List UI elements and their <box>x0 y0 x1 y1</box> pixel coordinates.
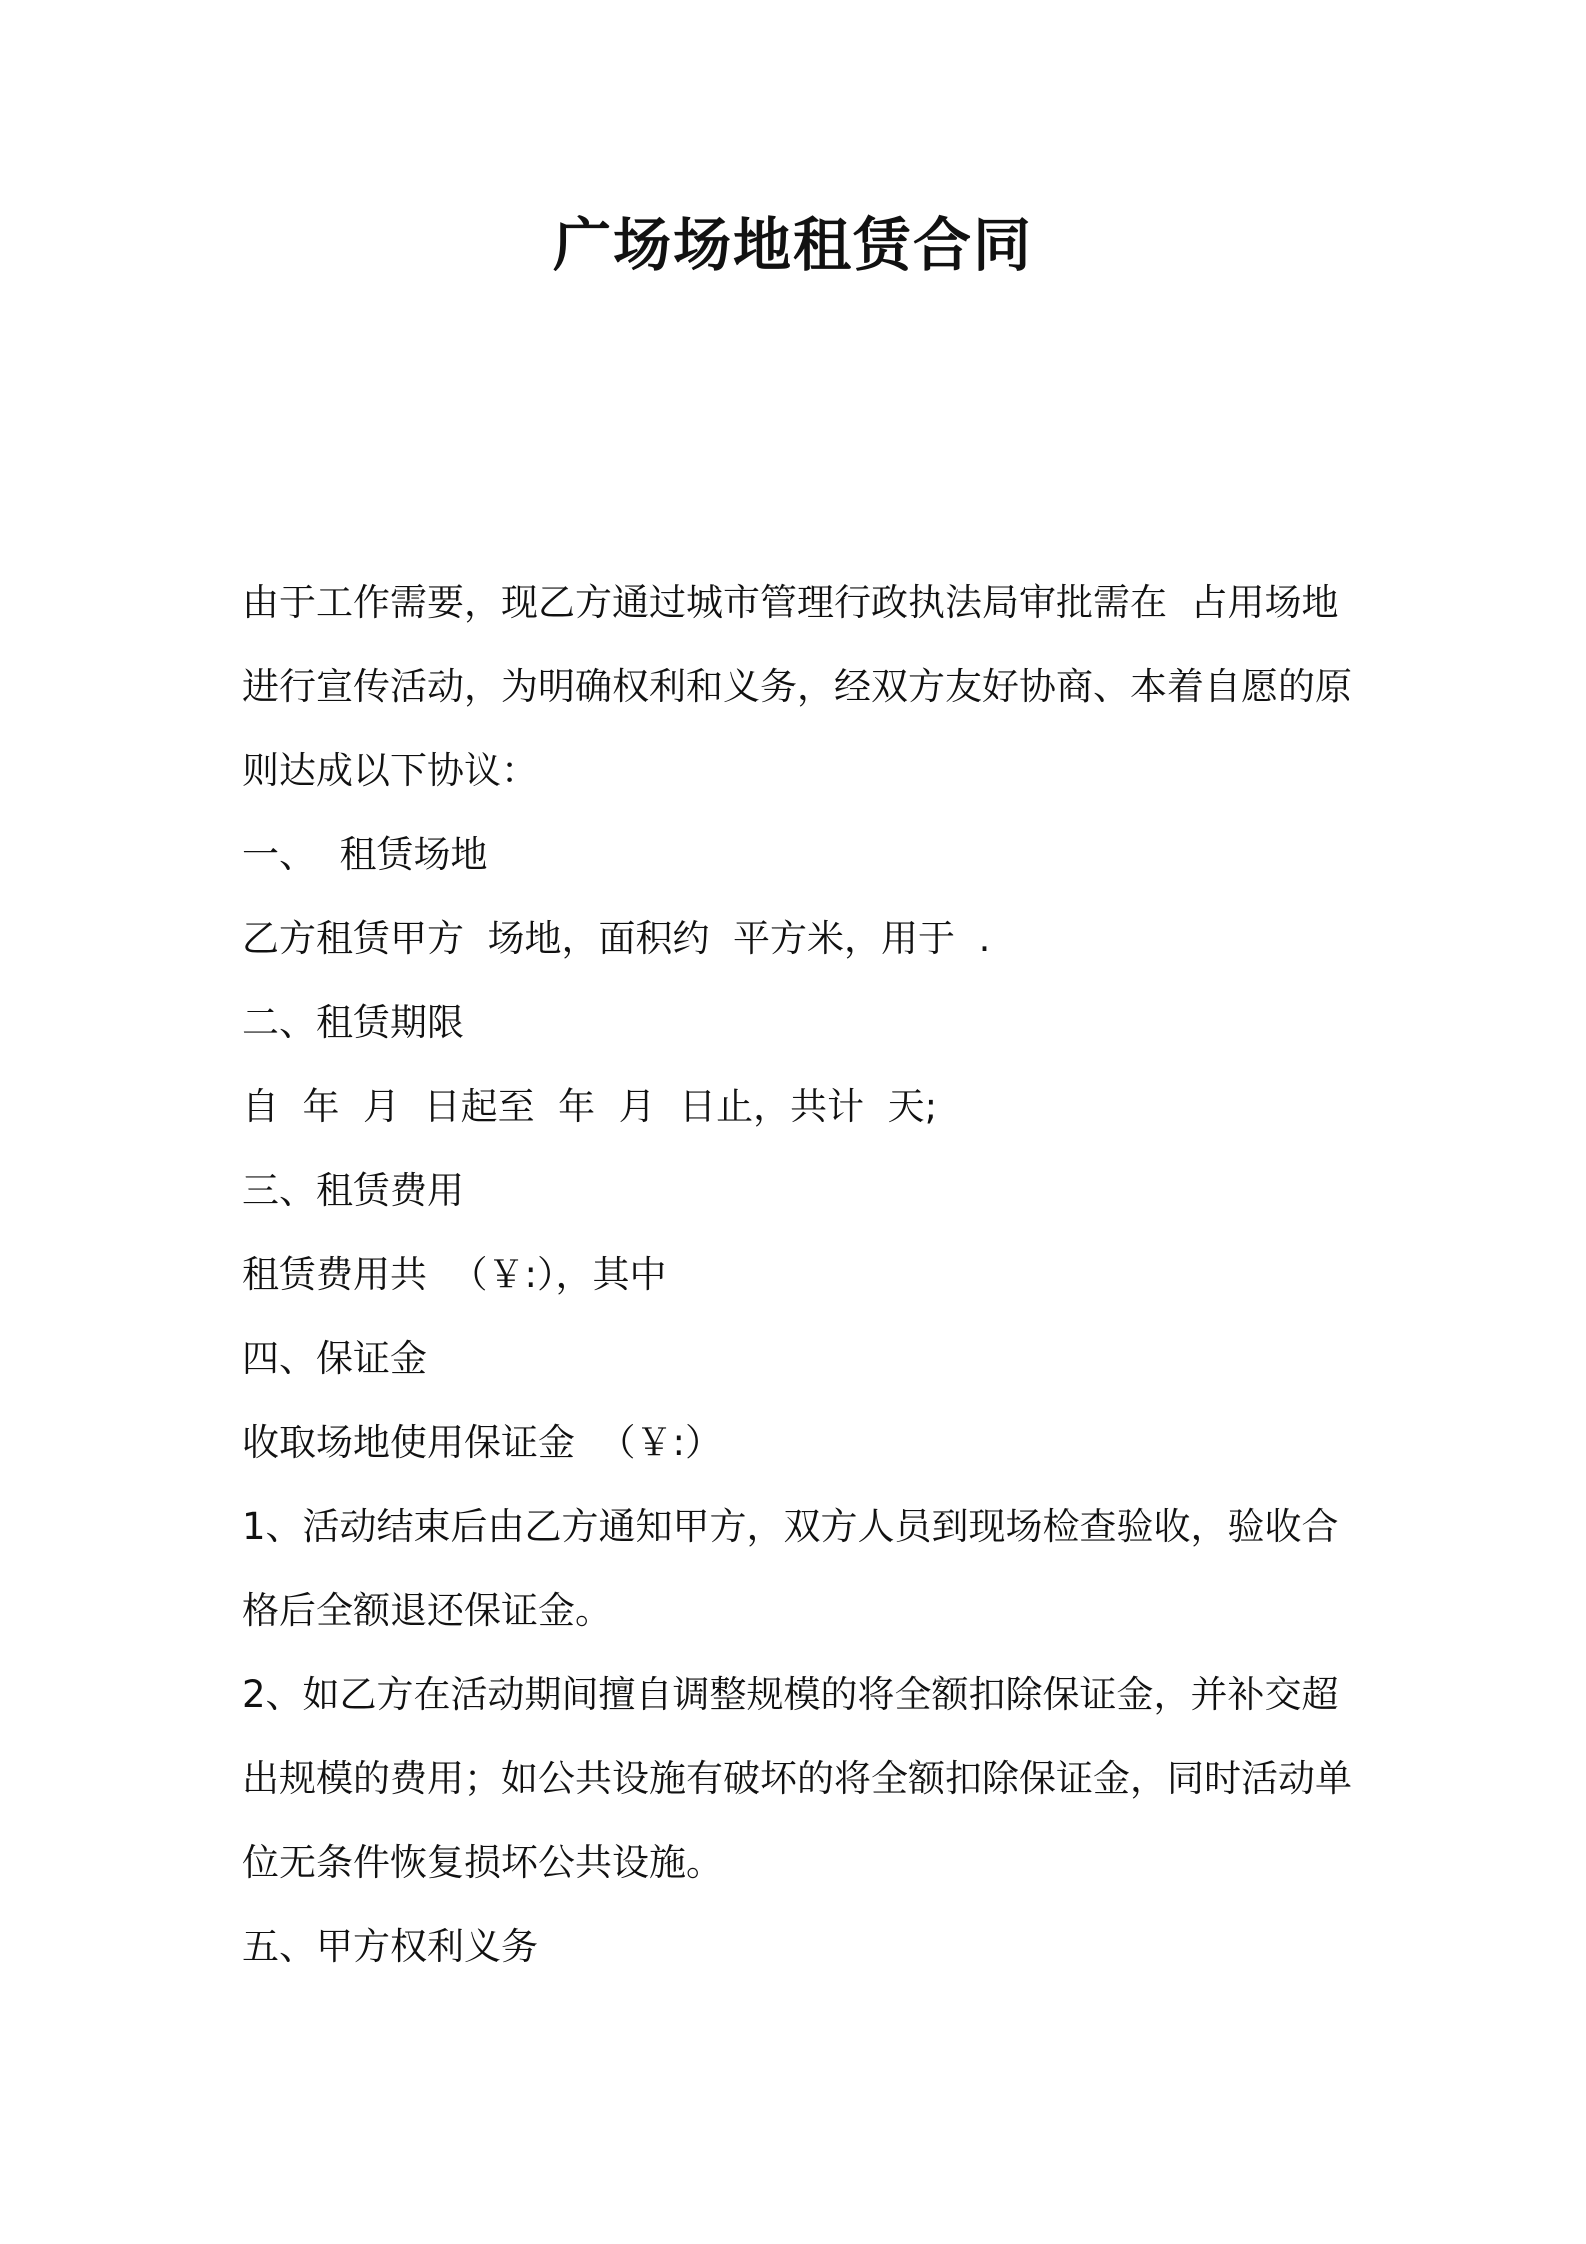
lessor-line <box>242 393 1372 477</box>
document-title: 广场场地租赁合同 <box>552 211 1033 279</box>
item-1-line-2: 格后全额退还保证金。 <box>242 1589 612 1632</box>
section-4-text: 收取场地使用保证金 （￥:） <box>242 1421 722 1464</box>
section-5-heading: 五、甲方权利义务 <box>242 1925 538 1968</box>
item-2-line-3: 位无条件恢复损坏公共设施。 <box>242 1841 723 1884</box>
section-1-heading: 一、 租赁场地 <box>242 833 488 876</box>
section-2-text: 自 年 月 日起至 年 月 日止，共计 天; <box>242 1085 938 1128</box>
document-body <box>242 393 1372 1989</box>
item-2-line-2: 出规模的费用；如公共设施有破坏的将全额扣除保证金，同时活动单 <box>242 1757 1352 1800</box>
section-3-text: 租赁费用共 （￥:），其中 <box>242 1253 667 1296</box>
item-1-line-1: 1、活动结束后由乙方通知甲方，双方人员到现场检查验收，验收合 <box>242 1505 1339 1548</box>
section-1-text: 乙方租赁甲方 场地，面积约 平方米，用于 . <box>242 917 991 960</box>
item-2-line-1: 2、如乙方在活动期间擅自调整规模的将全额扣除保证金，并补交超 <box>242 1673 1339 1716</box>
intro-line-1: 由于工作需要，现乙方通过城市管理行政执法局审批需在 占用场地 <box>242 581 1339 624</box>
intro-line-2: 进行宣传活动，为明确权利和义务，经双方友好协商、本着自愿的原 <box>242 665 1352 708</box>
section-2-heading: 二、租赁期限 <box>242 1001 464 1044</box>
section-4-heading: 四、保证金 <box>242 1337 427 1380</box>
lessee-line <box>242 477 1372 561</box>
section-3-heading: 三、租赁费用 <box>242 1169 464 1212</box>
intro-line-3: 则达成以下协议： <box>242 749 538 792</box>
